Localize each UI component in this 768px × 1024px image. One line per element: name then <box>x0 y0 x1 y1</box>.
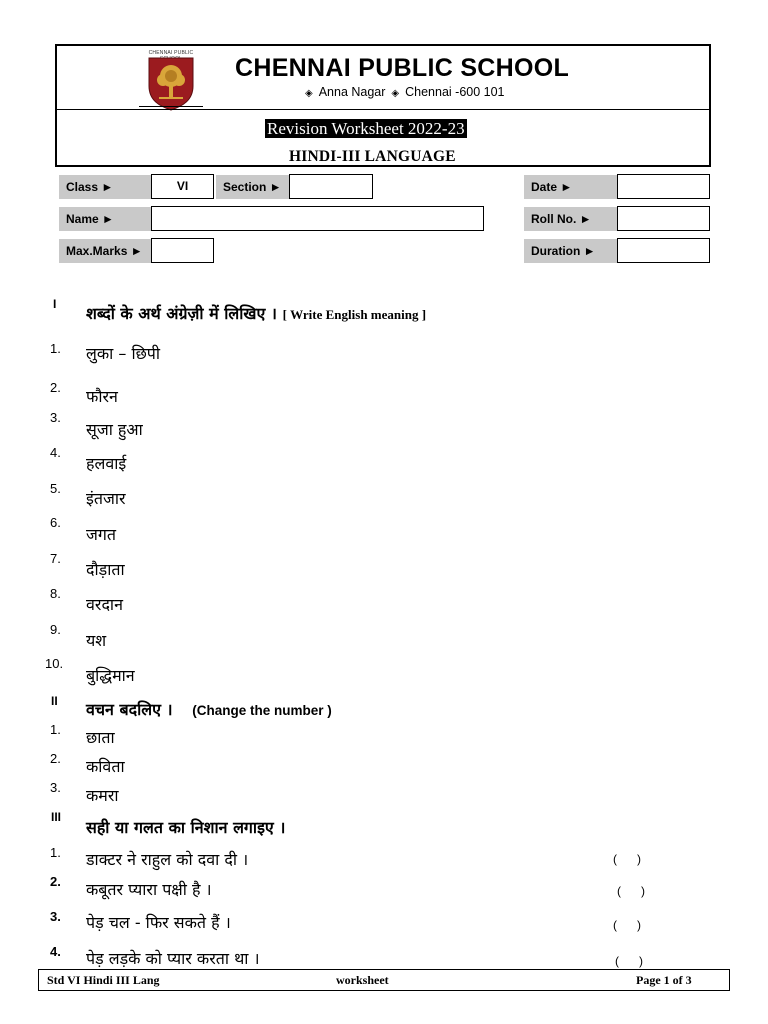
item-number: 3. <box>50 909 61 924</box>
footer-page-number: Page 1 of 3 <box>636 973 692 987</box>
item-number: 9. <box>50 622 61 637</box>
section-number: I <box>53 297 57 311</box>
list-item: लुका – छिपी <box>86 344 161 363</box>
item-number: 1. <box>50 845 61 860</box>
item-number: 3. <box>50 410 61 425</box>
list-item: वरदान <box>86 595 123 614</box>
item-number: 2. <box>50 751 61 766</box>
address-locality: Anna Nagar <box>318 85 386 99</box>
list-item: दौड़ाता <box>86 560 125 579</box>
section-heading: सही या गलत का निशान लगाइए । <box>86 818 286 837</box>
list-item: छाता <box>86 728 115 747</box>
item-number: 10. <box>45 656 64 671</box>
date-field[interactable] <box>617 174 710 199</box>
list-item: कबूतर प्यारा पक्षी है । <box>86 880 212 899</box>
section-heading <box>86 698 332 720</box>
max-marks-label: Max.Marks ► <box>59 239 151 263</box>
school-header <box>55 44 711 167</box>
section-label: Section ► <box>216 175 289 199</box>
class-label: Class ► <box>59 175 151 199</box>
list-item: सूजा हुआ <box>86 420 143 439</box>
date-label: Date ► <box>524 175 617 199</box>
item-number: 8. <box>50 586 61 601</box>
header-divider <box>57 109 709 110</box>
section-heading <box>86 302 426 324</box>
list-item: फौरन <box>86 387 118 406</box>
address-city: Chennai -600 101 <box>405 85 505 99</box>
footer-center: worksheet <box>336 973 389 987</box>
section-field[interactable] <box>289 174 373 199</box>
roll-label: Roll No. ► <box>524 207 617 231</box>
subject-title: HINDI-III LANGUAGE <box>289 148 456 165</box>
item-number: 2. <box>50 874 61 889</box>
list-item: यश <box>86 631 107 650</box>
name-label: Name ► <box>59 207 151 231</box>
section-number: III <box>51 810 62 824</box>
item-number: 1. <box>50 341 61 356</box>
section-note: [ Write English meaning ] <box>282 307 427 322</box>
item-number: 7. <box>50 551 61 566</box>
max-marks-field[interactable] <box>151 238 214 263</box>
item-number: 1. <box>50 722 61 737</box>
name-field[interactable] <box>151 206 484 231</box>
list-item: हलवाई <box>86 454 127 473</box>
section-heading-text: शब्दों के अर्थ अंग्रेज़ी में लिखिए । <box>86 304 277 323</box>
item-number: 2. <box>50 380 61 395</box>
list-item: जगत <box>86 525 117 544</box>
logo-text: CHENNAI PUBLIC <box>148 50 194 56</box>
item-number: 6. <box>50 515 61 530</box>
list-item: पेड़ लड़के को प्यार करता था । <box>86 949 260 968</box>
school-logo <box>145 50 197 108</box>
answer-bracket[interactable]: ( ) <box>615 954 643 968</box>
list-item: पेड़ चल - फिर सकते हैं । <box>86 913 231 932</box>
crest-icon <box>145 56 197 112</box>
footer-left: Std VI Hindi III Lang <box>47 973 160 987</box>
item-number: 5. <box>50 481 61 496</box>
list-item: इंतजार <box>86 489 126 508</box>
duration-label: Duration ► <box>524 239 617 263</box>
page-footer <box>38 969 730 991</box>
list-item: बुद्धिमान <box>86 666 135 685</box>
list-item: कविता <box>86 757 125 776</box>
answer-bracket[interactable]: ( ) <box>613 918 641 932</box>
school-address <box>299 85 505 99</box>
item-number: 4. <box>50 944 61 959</box>
class-field[interactable]: VI <box>151 174 214 199</box>
list-item: डाक्टर ने राहुल को दवा दी । <box>86 850 249 869</box>
answer-bracket[interactable]: ( ) <box>617 884 645 898</box>
worksheet-title: Revision Worksheet 2022-23 <box>267 119 465 138</box>
section-heading-text: वचन बदलिए । <box>86 700 173 719</box>
duration-field[interactable] <box>617 238 710 263</box>
diamond-icon: ◈ <box>391 88 400 99</box>
answer-bracket[interactable]: ( ) <box>613 852 641 866</box>
item-number: 3. <box>50 780 61 795</box>
roll-field[interactable] <box>617 206 710 231</box>
school-name: CHENNAI PUBLIC SCHOOL <box>235 54 570 82</box>
list-item: कमरा <box>86 786 119 805</box>
item-number: 4. <box>50 445 61 460</box>
section-note: (Change the number ) <box>192 703 332 718</box>
section-number: II <box>51 694 58 708</box>
diamond-icon: ◈ <box>305 88 313 99</box>
